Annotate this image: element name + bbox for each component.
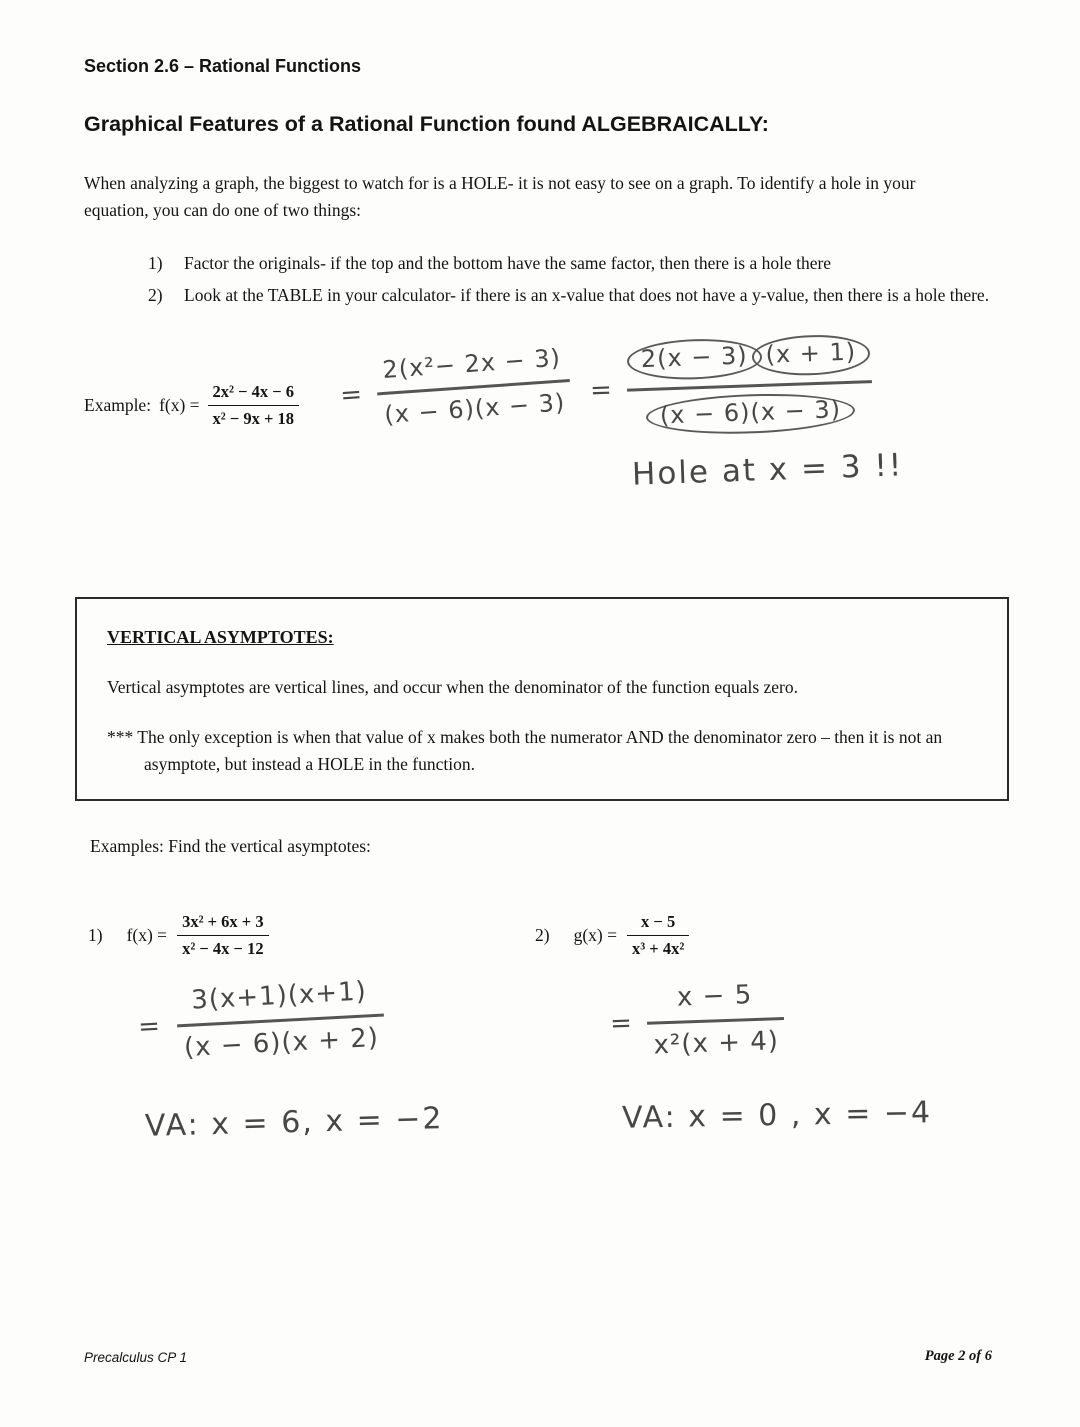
page-title: Graphical Features of a Rational Function found ALGEBRAICALLY: bbox=[84, 112, 769, 136]
function-name: g(x) = bbox=[573, 924, 617, 945]
hole-identification-list bbox=[148, 250, 998, 315]
handwritten-fraction bbox=[374, 344, 572, 429]
fraction-denominator: x² − 9x + 18 bbox=[208, 405, 300, 429]
function-name: f(x) = bbox=[159, 394, 200, 415]
fraction-denominator: x² − 4x − 12 bbox=[177, 935, 269, 959]
printed-fraction bbox=[177, 912, 269, 959]
handwritten-work-1 bbox=[136, 977, 386, 1067]
example-equation bbox=[84, 382, 299, 429]
list-item-number: 2) bbox=[148, 285, 163, 306]
list-item-number: 1) bbox=[148, 253, 163, 273]
va-answer-1: VA: x = 6, x = −2 bbox=[144, 1101, 444, 1144]
fraction-denominator: x³ + 4x² bbox=[627, 935, 689, 959]
examples-prompt: Examples: Find the vertical asymptotes: bbox=[90, 836, 371, 856]
fraction-denominator: (x − 6)(x + 2) bbox=[177, 1013, 386, 1064]
va-definition: Vertical asymptotes are vertical lines, and occur when the denominator of the function equals zero. bbox=[107, 677, 798, 697]
fraction-denominator bbox=[627, 380, 874, 438]
section-header: Section 2.6 – Rational Functions bbox=[84, 56, 362, 76]
footer-page-number: Page 2 of 6 bbox=[924, 1348, 992, 1364]
fraction-numerator: 2(x²− 2x − 3) bbox=[381, 343, 562, 384]
fraction-numerator: x − 5 bbox=[676, 980, 753, 1013]
hole-conclusion-note: Hole at x = 3 !! bbox=[631, 447, 904, 493]
vertical-asymptotes-box bbox=[75, 597, 1009, 801]
equals-sign: = bbox=[137, 1011, 162, 1043]
fraction-denominator: x²(x + 4) bbox=[647, 1017, 786, 1062]
list-item-text: Factor the originals- if the top and the bottom have the same factor, then there is a hole there bbox=[184, 253, 832, 273]
va-heading: VERTICAL ASYMPTOTES: bbox=[107, 627, 334, 647]
circled-factor: (x + 1) bbox=[751, 333, 871, 377]
printed-fraction bbox=[208, 382, 300, 429]
problem-number: 1) bbox=[88, 924, 103, 945]
handwritten-fraction bbox=[645, 980, 785, 1062]
handwritten-fraction bbox=[625, 333, 874, 438]
va-exception-note: *** The only exception is when that value of x makes both the numerator AND the denominator zero – then it is not an asymptote, but instead a HOLE in the function. bbox=[107, 727, 943, 774]
list-item-table bbox=[148, 282, 998, 308]
circled-factor: 2(x − 3) bbox=[626, 337, 762, 381]
fraction-denominator: (x − 6)(x − 3) bbox=[377, 379, 572, 430]
handwritten-work-2 bbox=[609, 980, 786, 1063]
list-item-text: Look at the TABLE in your calculator- if there is an x-value that does not have a y-value, then there is a hole there. bbox=[184, 285, 990, 306]
problem-2 bbox=[535, 912, 689, 959]
example-label: Example: bbox=[84, 394, 152, 415]
printed-fraction bbox=[627, 912, 689, 959]
problem-1 bbox=[88, 912, 269, 959]
fraction-numerator: 3x² + 6x + 3 bbox=[182, 912, 264, 931]
handwritten-step-2 bbox=[588, 333, 873, 439]
equals-sign: = bbox=[339, 379, 365, 412]
equals-sign: = bbox=[609, 1008, 634, 1040]
handwritten-fraction bbox=[175, 977, 386, 1065]
fraction-numerator: x − 5 bbox=[641, 912, 676, 931]
fraction-numerator: 2x² − 4x − 6 bbox=[212, 382, 295, 401]
equals-sign: = bbox=[589, 375, 614, 407]
intro-paragraph: When analyzing a graph, the biggest to watch for is a HOLE- it is not easy to see on a graph. To identify a hole in your equation, you can do one of two things: bbox=[84, 173, 916, 221]
handwritten-step-1 bbox=[338, 344, 572, 432]
footer-course-label: Precalculus CP 1 bbox=[84, 1350, 188, 1365]
list-item-factor bbox=[148, 250, 998, 276]
fraction-numerator: 3(x+1)(x+1) bbox=[190, 976, 368, 1016]
function-name: f(x) = bbox=[126, 924, 168, 945]
circled-denominator: (x − 6)(x − 3) bbox=[645, 390, 855, 437]
va-answer-2: VA: x = 0 , x = −4 bbox=[621, 1095, 933, 1136]
problem-number: 2) bbox=[535, 924, 550, 945]
